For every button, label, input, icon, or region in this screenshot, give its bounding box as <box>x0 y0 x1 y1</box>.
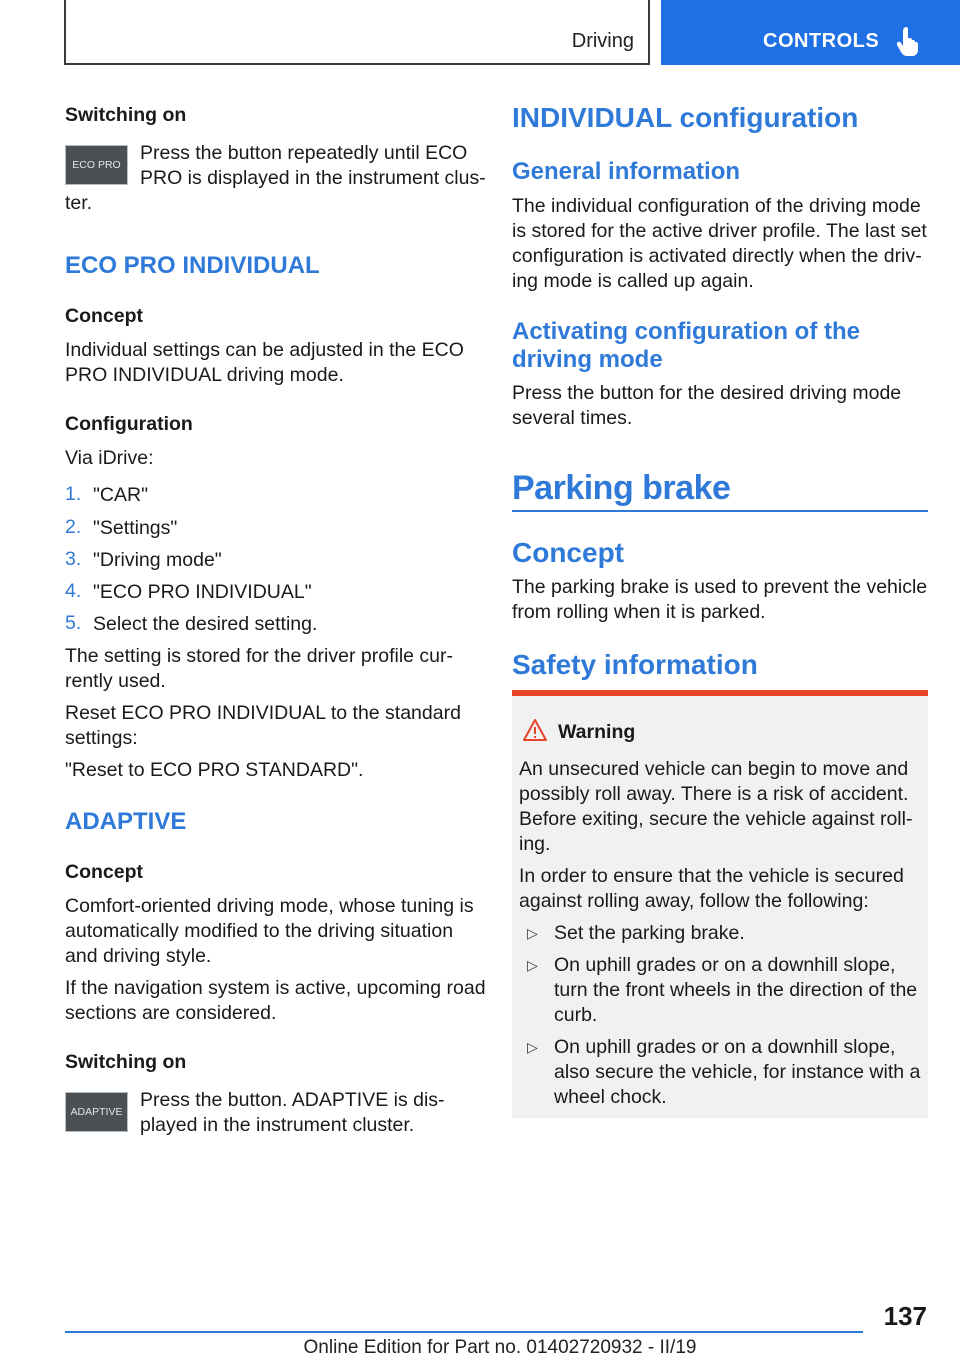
concept-heading: Concept <box>65 861 143 883</box>
eco-pro-individual-heading: ECO PRO INDIVIDUAL <box>65 252 320 279</box>
general-text: ing mode is called up again. <box>512 270 754 292</box>
step-number: 4. <box>65 580 82 602</box>
switch-text: Press the button repeatedly until ECO <box>140 142 468 164</box>
press-text: several times. <box>512 407 633 429</box>
step-number: 2. <box>65 516 82 538</box>
adaptive-heading: ADAPTIVE <box>65 808 187 835</box>
bullet-triangle-icon: ▷ <box>527 925 538 941</box>
eco-pro-button-image: ECO PRO <box>65 145 128 185</box>
section-rule <box>512 510 928 512</box>
general-information-heading: General information <box>512 158 741 185</box>
switch-text: PRO is displayed in the instrument clus- <box>140 167 486 189</box>
reset-text: Reset ECO PRO INDIVIDUAL to the standard <box>65 702 461 724</box>
stored-text: rently used. <box>65 670 166 692</box>
general-text: The individual configuration of the driving mode <box>512 195 921 217</box>
navigation-text: If the navigation system is active, upcoming road <box>65 977 486 999</box>
adaptive-button-image: ADAPTIVE <box>65 1092 128 1132</box>
configuration-heading: Configuration <box>65 413 193 435</box>
concept-text: The parking brake is used to prevent the vehicle <box>512 576 928 598</box>
concept-text: Individual settings can be adjusted in the ECO <box>65 339 464 361</box>
concept-heading: Concept <box>65 305 143 327</box>
step-text: "ECO PRO INDIVIDUAL" <box>93 581 312 603</box>
warning-box <box>512 690 928 1118</box>
activating-heading: driving mode <box>512 346 663 373</box>
reset-text: settings: <box>65 727 138 749</box>
warning-text: against rolling away, follow the following: <box>519 890 869 912</box>
switch-text: ter. <box>65 192 93 214</box>
safety-information-heading: Safety information <box>512 649 758 680</box>
activating-heading: Activating configuration of the <box>512 318 860 345</box>
header-section-tab <box>64 0 650 65</box>
step-text: "Settings" <box>93 517 178 539</box>
switching-on-heading: Switching on <box>65 104 187 126</box>
concept-heading: Concept <box>512 537 624 568</box>
parking-brake-heading: Parking brake <box>512 469 731 507</box>
warning-text: possibly roll away. There is a risk of accident. <box>519 783 909 805</box>
press-text: Press the button for the desired driving mode <box>512 382 902 404</box>
warning-bullet-text: curb. <box>554 1004 598 1026</box>
stored-text: The setting is stored for the driver profile cur- <box>65 645 453 667</box>
navigation-text: sections are considered. <box>65 1002 277 1024</box>
bullet-triangle-icon: ▷ <box>527 957 538 973</box>
page-number: 137 <box>883 1301 927 1331</box>
warning-text: Before exiting, secure the vehicle against roll- <box>519 808 913 830</box>
pointing-hand-icon <box>897 26 921 56</box>
warning-title: Warning <box>558 721 636 743</box>
header-section-label: Driving <box>571 30 634 52</box>
via-idrive-text: Via iDrive: <box>65 447 154 469</box>
warning-text: In order to ensure that the vehicle is secured <box>519 865 904 887</box>
warning-triangle-icon <box>522 718 548 742</box>
warning-text: An unsecured vehicle can begin to move and <box>519 758 909 780</box>
warning-bullet-text: turn the front wheels in the direction of the <box>554 979 918 1001</box>
header-chapter-label: CONTROLS <box>763 30 880 52</box>
step-number: 5. <box>65 612 82 634</box>
warning-bullet-text: On uphill grades or on a downhill slope, <box>554 1036 896 1058</box>
concept-text: from rolling when it is parked. <box>512 601 766 623</box>
switch-text: played in the instrument cluster. <box>140 1114 415 1136</box>
header-chapter-tab <box>661 0 960 65</box>
warning-text: ing. <box>519 833 551 855</box>
bullet-triangle-icon: ▷ <box>527 1039 538 1055</box>
step-text: "Driving mode" <box>93 549 222 571</box>
step-number: 1. <box>65 483 82 505</box>
adaptive-text: and driving style. <box>65 945 212 967</box>
individual-configuration-heading: INDIVIDUAL configuration <box>512 102 859 133</box>
reset-text: "Reset to ECO PRO STANDARD". <box>65 759 364 781</box>
warning-bullet-text: Set the parking brake. <box>554 922 745 944</box>
adaptive-text: Comfort-oriented driving mode, whose tuning is <box>65 895 474 917</box>
step-text: Select the desired setting. <box>93 613 318 635</box>
adaptive-text: automatically modified to the driving situation <box>65 920 454 942</box>
general-text: is stored for the active driver profile. The last set <box>512 220 927 242</box>
warning-bullet-text: On uphill grades or on a downhill slope, <box>554 954 896 976</box>
concept-text: PRO INDIVIDUAL driving mode. <box>65 364 344 386</box>
switching-on-heading: Switching on <box>65 1051 187 1073</box>
general-text: configuration is activated directly when the driv- <box>512 245 922 267</box>
step-text: "CAR" <box>93 484 149 506</box>
step-number: 3. <box>65 548 82 570</box>
warning-bullet-text: wheel chock. <box>554 1086 667 1108</box>
footer-edition: Online Edition for Part no. 01402720932 - II/19 <box>303 1337 697 1358</box>
switch-text: Press the button. ADAPTIVE is dis- <box>140 1089 445 1111</box>
warning-bullet-text: also secure the vehicle, for instance with a <box>554 1061 921 1083</box>
footer-rule <box>65 1331 863 1333</box>
